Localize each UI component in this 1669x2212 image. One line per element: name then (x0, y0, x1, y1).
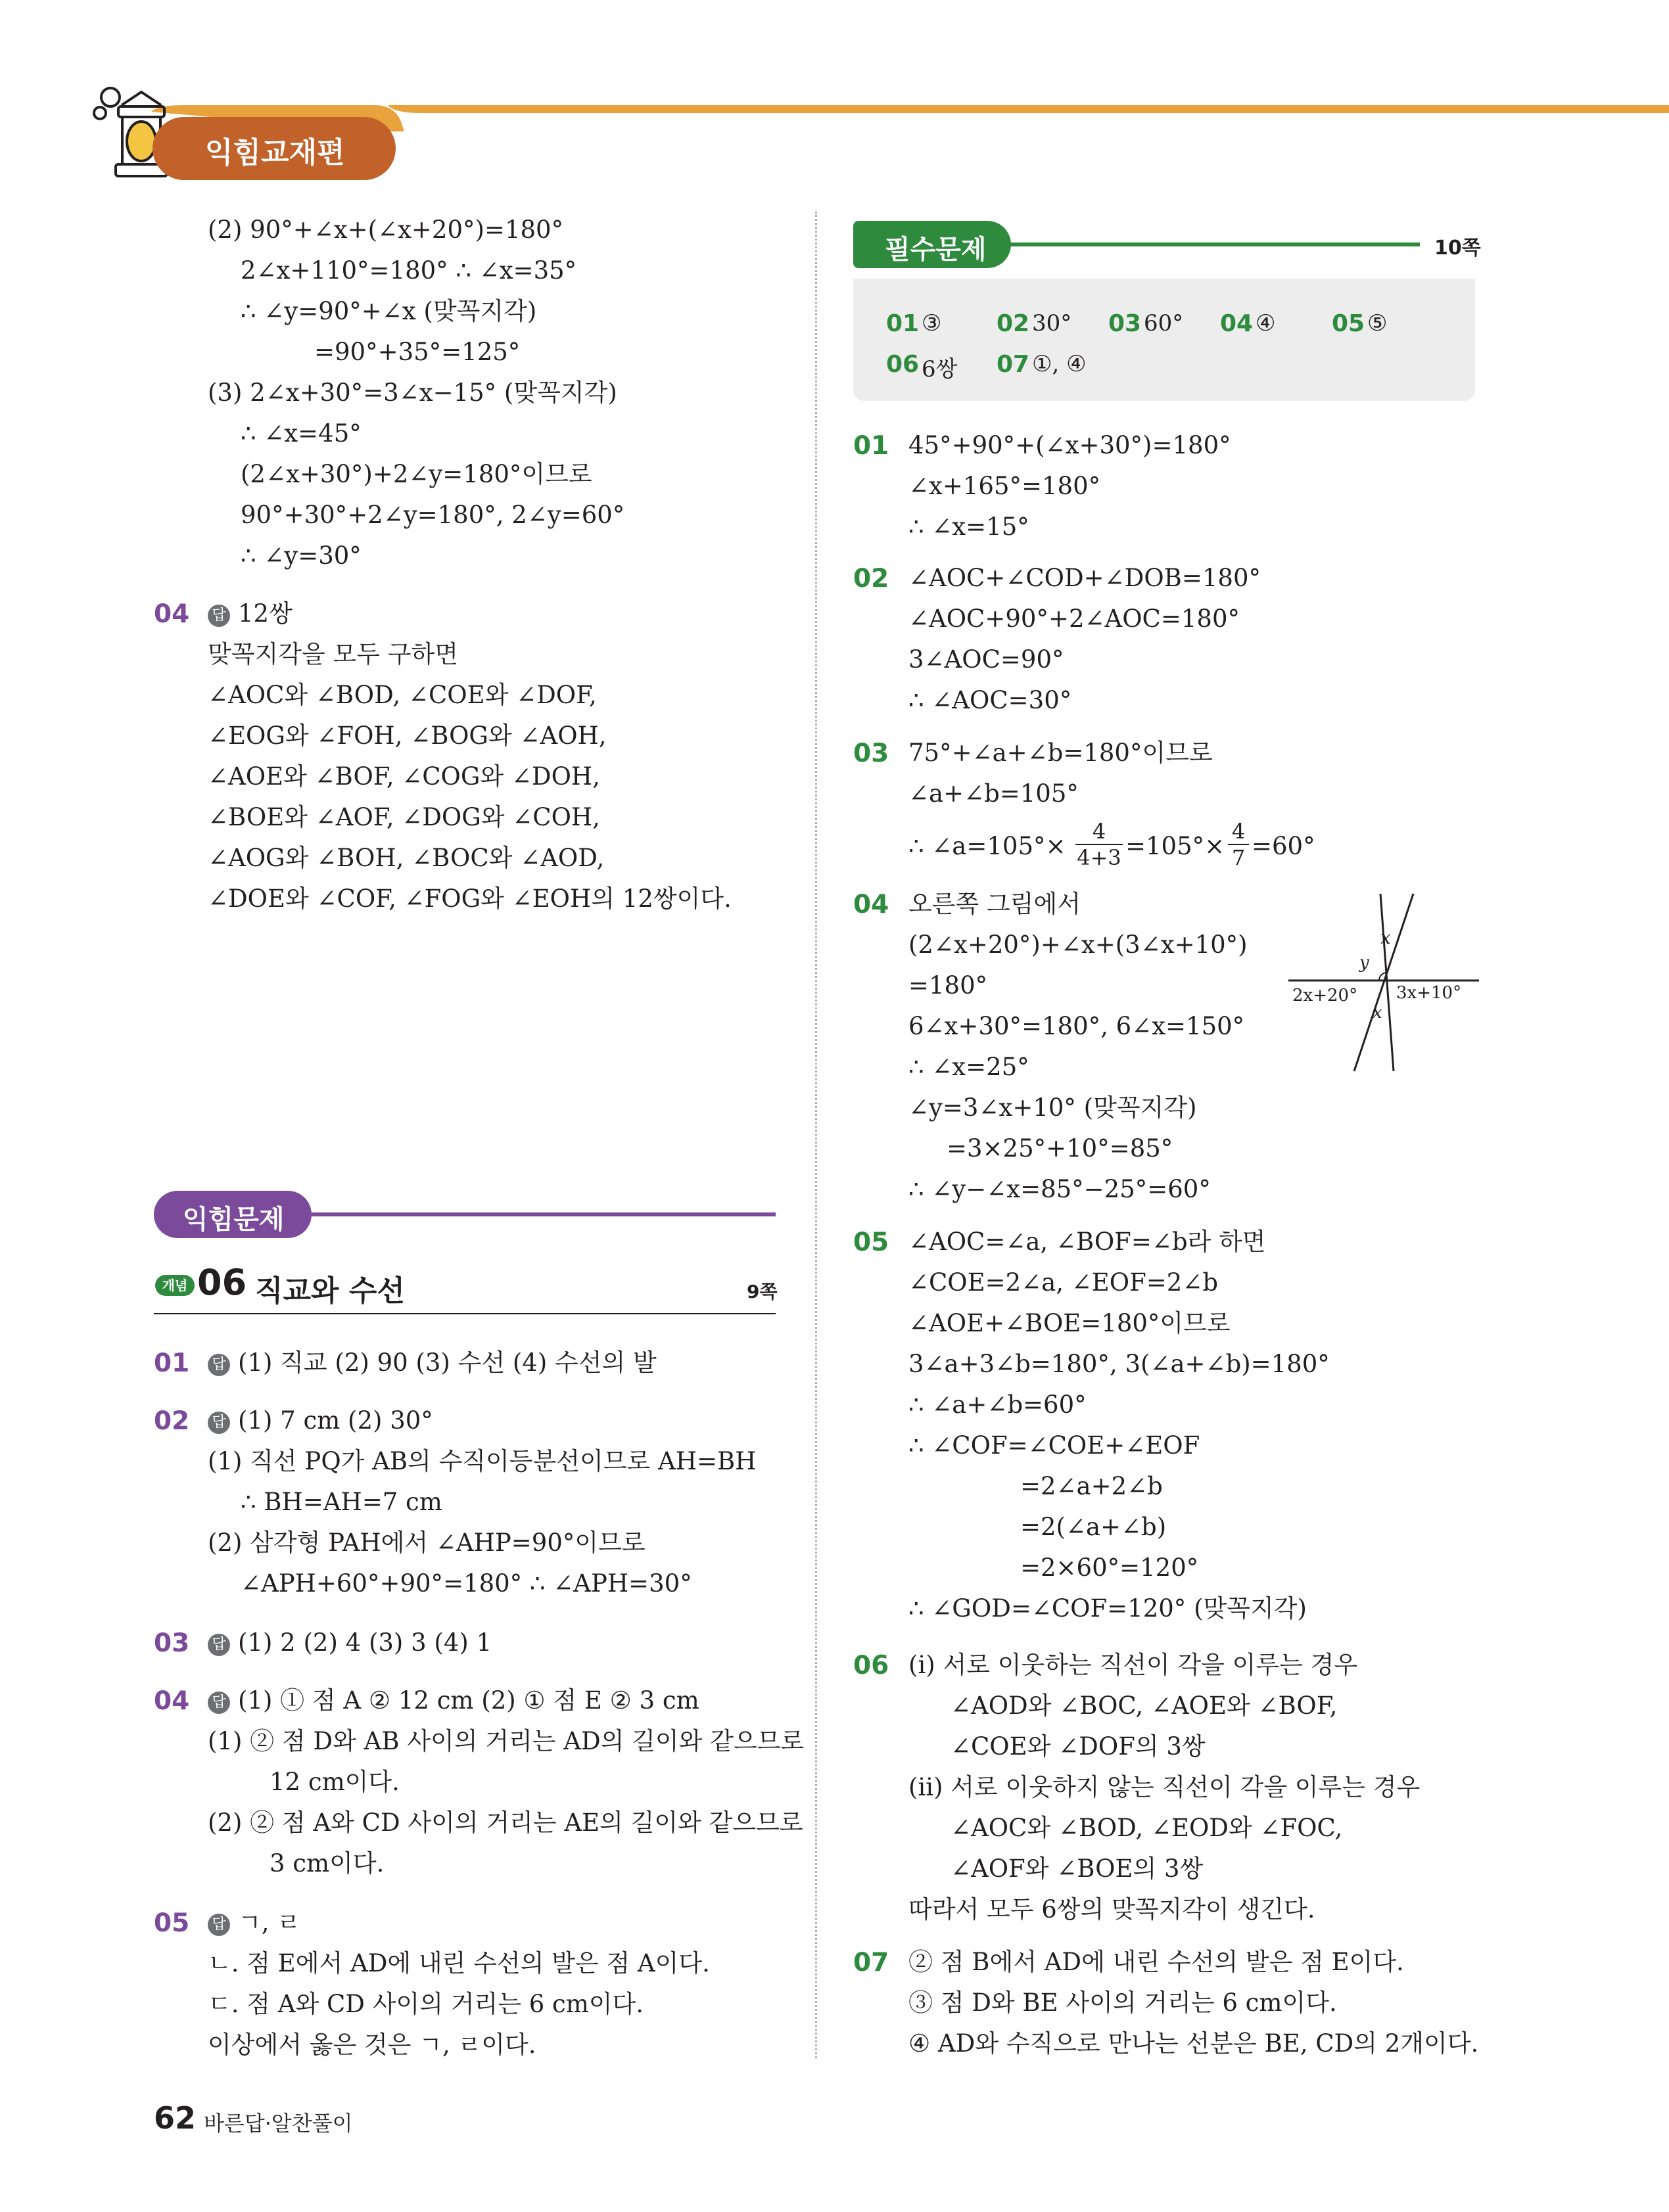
answer-number: 07 (997, 351, 1030, 378)
answer-value: ③ (922, 310, 942, 336)
text-line: (1) 직선 PQ가 AB의 수직이등분선이므로 AH=BH (208, 1447, 757, 1475)
answer-text: (1) 7 cm (2) 30° (238, 1406, 433, 1435)
text-line: ∠APH+60°+90°=180° ∴ ∠APH=30° (241, 1569, 692, 1598)
answer-icon: 답 (208, 1634, 230, 1656)
question-number: 01 (853, 431, 889, 461)
footer-title: 바른답·알찬풀이 (204, 2111, 353, 2136)
text-line: 3∠AOC=90° (908, 645, 1064, 674)
text-line: (2) 삼각형 PAH에서 ∠AHP=90°이므로 (208, 1529, 646, 1557)
concept-tag: 개념 (155, 1275, 195, 1296)
fraction-1 (1075, 819, 1123, 870)
answer-value: 60° (1144, 310, 1184, 336)
text-line: ㄴ. 점 E에서 AD에 내린 수선의 발은 점 A이다. (208, 1949, 710, 1977)
answer-number: 01 (886, 310, 920, 337)
text-line: ∠x+165°=180° (908, 472, 1101, 500)
text-line: 45°+90°+(∠x+30°)=180° (908, 431, 1231, 459)
fraction-numerator: 4 (1092, 819, 1106, 844)
section-rule-green (986, 242, 1420, 246)
answer-text: 12쌍 (238, 599, 293, 628)
text-line: ∠AOC+90°+2∠AOC=180° (908, 605, 1240, 633)
page-reference: 9쪽 (747, 1281, 778, 1302)
section-badge-pilsu (853, 221, 1011, 268)
answer-number: 03 (1108, 310, 1142, 337)
fraction-numerator: 4 (1231, 819, 1246, 844)
text-line: =2(∠a+∠b) (1020, 1513, 1167, 1541)
text-line: (ⅱ) 서로 이웃하지 않는 직선이 각을 이루는 경우 (908, 1773, 1421, 1801)
text-line: ∠DOE와 ∠COF, ∠FOG와 ∠EOH의 12쌍이다. (208, 885, 732, 913)
text-line: ∴ ∠x=15° (908, 513, 1029, 541)
concept-underline (154, 1313, 776, 1314)
page-number: 62 (154, 2100, 197, 2136)
question-number: 02 (154, 1406, 190, 1436)
question-number: 05 (853, 1228, 889, 1257)
text-line: (2∠x+20°)+∠x+(3∠x+10°) (908, 931, 1248, 959)
fraction-2 (1228, 819, 1249, 870)
text-line: ∴ ∠COF=∠COE+∠EOF (908, 1431, 1200, 1460)
text-line: ∠AOF와 ∠BOE의 3쌍 (951, 1855, 1204, 1883)
text-line: ∠COE=2∠a, ∠EOF=2∠b (908, 1268, 1219, 1297)
text-line: ∠AOC+∠COD+∠DOB=180° (908, 564, 1261, 592)
header-badge (153, 117, 396, 180)
text-line: ∴ ∠x=25° (908, 1053, 1029, 1081)
text-line: ∠BOE와 ∠AOF, ∠DOG와 ∠COH, (208, 803, 600, 831)
text-line: 90°+30°+2∠y=180°, 2∠y=60° (241, 501, 625, 529)
text-line: (2) 90°+∠x+(∠x+20°)=180° (208, 216, 564, 244)
answer-value: ⑤ (1367, 310, 1388, 336)
text-line: ∴ ∠y=30° (241, 541, 362, 570)
text-line: (1) ② 점 D와 AB 사이의 거리는 AD의 길이와 같으므로 (208, 1727, 805, 1755)
text-line: ∴ ∠a=105°× (908, 832, 1066, 860)
text-line: =2∠a+2∠b (1020, 1472, 1163, 1500)
text-line: (2) ② 점 A와 CD 사이의 거리는 AE의 길이와 같으므로 (208, 1809, 803, 1837)
text-line: 75°+∠a+∠b=180°이므로 (908, 739, 1213, 767)
text-line: ∴ ∠y−∠x=85°−25°=60° (908, 1175, 1211, 1203)
section-badge-label: 익힘문제 (183, 1205, 285, 1235)
figure-label: x (1380, 927, 1391, 948)
text-line: ㄷ. 점 A와 CD 사이의 거리는 6 cm이다. (208, 1990, 644, 2018)
text-line: ∠AOG와 ∠BOH, ∠BOC와 ∠AOD, (208, 844, 605, 872)
answer-number: 06 (886, 351, 920, 378)
answer-text: (1) ① 점 A ② 12 cm (2) ① 점 E ② 3 cm (238, 1686, 699, 1715)
section-badge-ikhim (154, 1191, 312, 1238)
text-line: ∠EOG와 ∠FOH, ∠BOG와 ∠AOH, (208, 722, 607, 750)
answer-value: ④ (1256, 310, 1276, 336)
figure-label: 2x+20° (1292, 986, 1358, 1005)
text-line: ∠AOE+∠BOE=180°이므로 (908, 1309, 1231, 1337)
text-line: 이상에서 옳은 것은 ㄱ, ㄹ이다. (208, 2031, 536, 2059)
near-vertical-line (1380, 894, 1394, 1071)
text-line: ∴ ∠GOD=∠COF=120° (맞꼭지각) (908, 1594, 1307, 1623)
question-number: 04 (154, 1686, 190, 1716)
question-number: 07 (853, 1948, 889, 1977)
figure-label: y (1359, 953, 1369, 973)
answer-icon: 답 (208, 605, 230, 627)
text-line: ∠a+∠b=105° (908, 779, 1079, 808)
text-line: ∠y=3∠x+10° (맞꼭지각) (908, 1094, 1197, 1122)
fraction-denominator: 4+3 (1075, 844, 1123, 870)
answer-number: 04 (1220, 310, 1254, 337)
text-line: ∴ ∠AOC=30° (908, 686, 1072, 714)
text-line: 6∠x+30°=180°, 6∠x=150° (908, 1012, 1245, 1040)
answer-text: ㄱ, ㄹ (238, 1908, 301, 1937)
intersecting-lines-figure (1288, 887, 1479, 1078)
answer-icon: 답 (208, 1412, 230, 1434)
concept-title: 직교와 수선 (255, 1274, 405, 1308)
text-line: 맞꼭지각을 모두 구하면 (208, 640, 458, 668)
text-line: =3×25°+10°=85° (947, 1134, 1173, 1163)
text-line: 따라서 모두 6쌍의 맞꼭지각이 생긴다. (908, 1895, 1315, 1924)
question-number: 04 (853, 890, 889, 919)
answer-icon: 답 (208, 1354, 230, 1376)
text-line: =2×60°=120° (1020, 1554, 1199, 1582)
text-line: ③ 점 D와 BE 사이의 거리는 6 cm이다. (908, 1989, 1337, 2017)
text-line: 오른쪽 그림에서 (908, 890, 1081, 918)
text-line: 3∠a+3∠b=180°, 3(∠a+∠b)=180° (908, 1350, 1330, 1378)
text-line: ∠COE와 ∠DOF의 3쌍 (951, 1732, 1206, 1761)
question-number: 03 (853, 739, 889, 768)
header-badge-label: 익힘교재편 (205, 136, 345, 170)
answer-icon: 답 (208, 1914, 230, 1936)
text-line: ② 점 B에서 AD에 내린 수선의 발은 점 E이다. (908, 1948, 1404, 1976)
text-line: ∠AOE와 ∠BOF, ∠COG와 ∠DOH, (208, 762, 600, 791)
answer-number: 05 (1332, 310, 1365, 337)
answer-number: 02 (997, 310, 1030, 337)
text-line: ④ AD와 수직으로 만나는 선분은 BE, CD의 2개이다. (908, 2029, 1479, 2058)
text-line: =90°+35°=125° (314, 338, 521, 366)
text-line: ∠AOD와 ∠BOC, ∠AOE와 ∠BOF, (951, 1692, 1338, 1720)
text-line: 2∠x+110°=180° ∴ ∠x=35° (241, 256, 577, 285)
answer-icon: 답 (208, 1692, 230, 1714)
text-line: =180° (908, 971, 988, 1000)
text-line: ∠AOC=∠a, ∠BOF=∠b라 하면 (908, 1228, 1266, 1256)
text-line: ∴ BH=AH=7 cm (241, 1488, 442, 1516)
concept-number: 06 (197, 1262, 247, 1303)
oblique-line (1354, 894, 1413, 1071)
answer-value: 30° (1032, 310, 1072, 336)
text-line: ∠AOC와 ∠BOD, ∠COE와 ∠DOF, (208, 681, 597, 709)
question-number: 04 (154, 599, 190, 629)
text-line: 12 cm이다. (270, 1768, 400, 1796)
column-divider (815, 212, 817, 2058)
figure-label: 3x+10° (1396, 983, 1462, 1003)
question-number: 05 (154, 1908, 190, 1938)
question-number: 01 (154, 1348, 190, 1378)
text-line: (ⅰ) 서로 이웃하는 직선이 각을 이루는 경우 (908, 1651, 1358, 1679)
question-number: 06 (853, 1651, 889, 1680)
text-line: 3 cm이다. (270, 1849, 385, 1878)
answer-text: (1) 직교 (2) 90 (3) 수선 (4) 수선의 발 (238, 1348, 657, 1377)
text-line: (2∠x+30°)+2∠y=180°이므로 (241, 460, 592, 488)
answer-value: ①, ④ (1032, 351, 1087, 377)
answer-text: (1) 2 (2) 4 (3) 3 (4) 1 (238, 1628, 492, 1657)
section-badge-label: 필수문제 (885, 235, 987, 265)
text-line: ∴ ∠x=45° (241, 419, 362, 448)
text-line: (3) 2∠x+30°=3∠x−15° (맞꼭지각) (208, 379, 617, 407)
text-line: ∴ ∠y=90°+∠x (맞꼭지각) (241, 297, 537, 325)
text-line: ∴ ∠a+∠b=60° (908, 1391, 1087, 1419)
section-rule-purple (276, 1212, 776, 1216)
text-line: =105°× (1125, 832, 1225, 860)
fraction-denominator: 7 (1228, 844, 1249, 870)
page-reference: 10쪽 (1434, 237, 1481, 260)
question-number: 03 (154, 1628, 190, 1658)
text-line: =60° (1252, 832, 1315, 860)
question-number: 02 (853, 564, 889, 593)
figure-label: x (1373, 1003, 1382, 1023)
answer-value: 6쌍 (922, 356, 958, 382)
answer-line (208, 598, 293, 630)
text-line: ∠AOC와 ∠BOD, ∠EOD와 ∠FOC, (951, 1814, 1343, 1842)
